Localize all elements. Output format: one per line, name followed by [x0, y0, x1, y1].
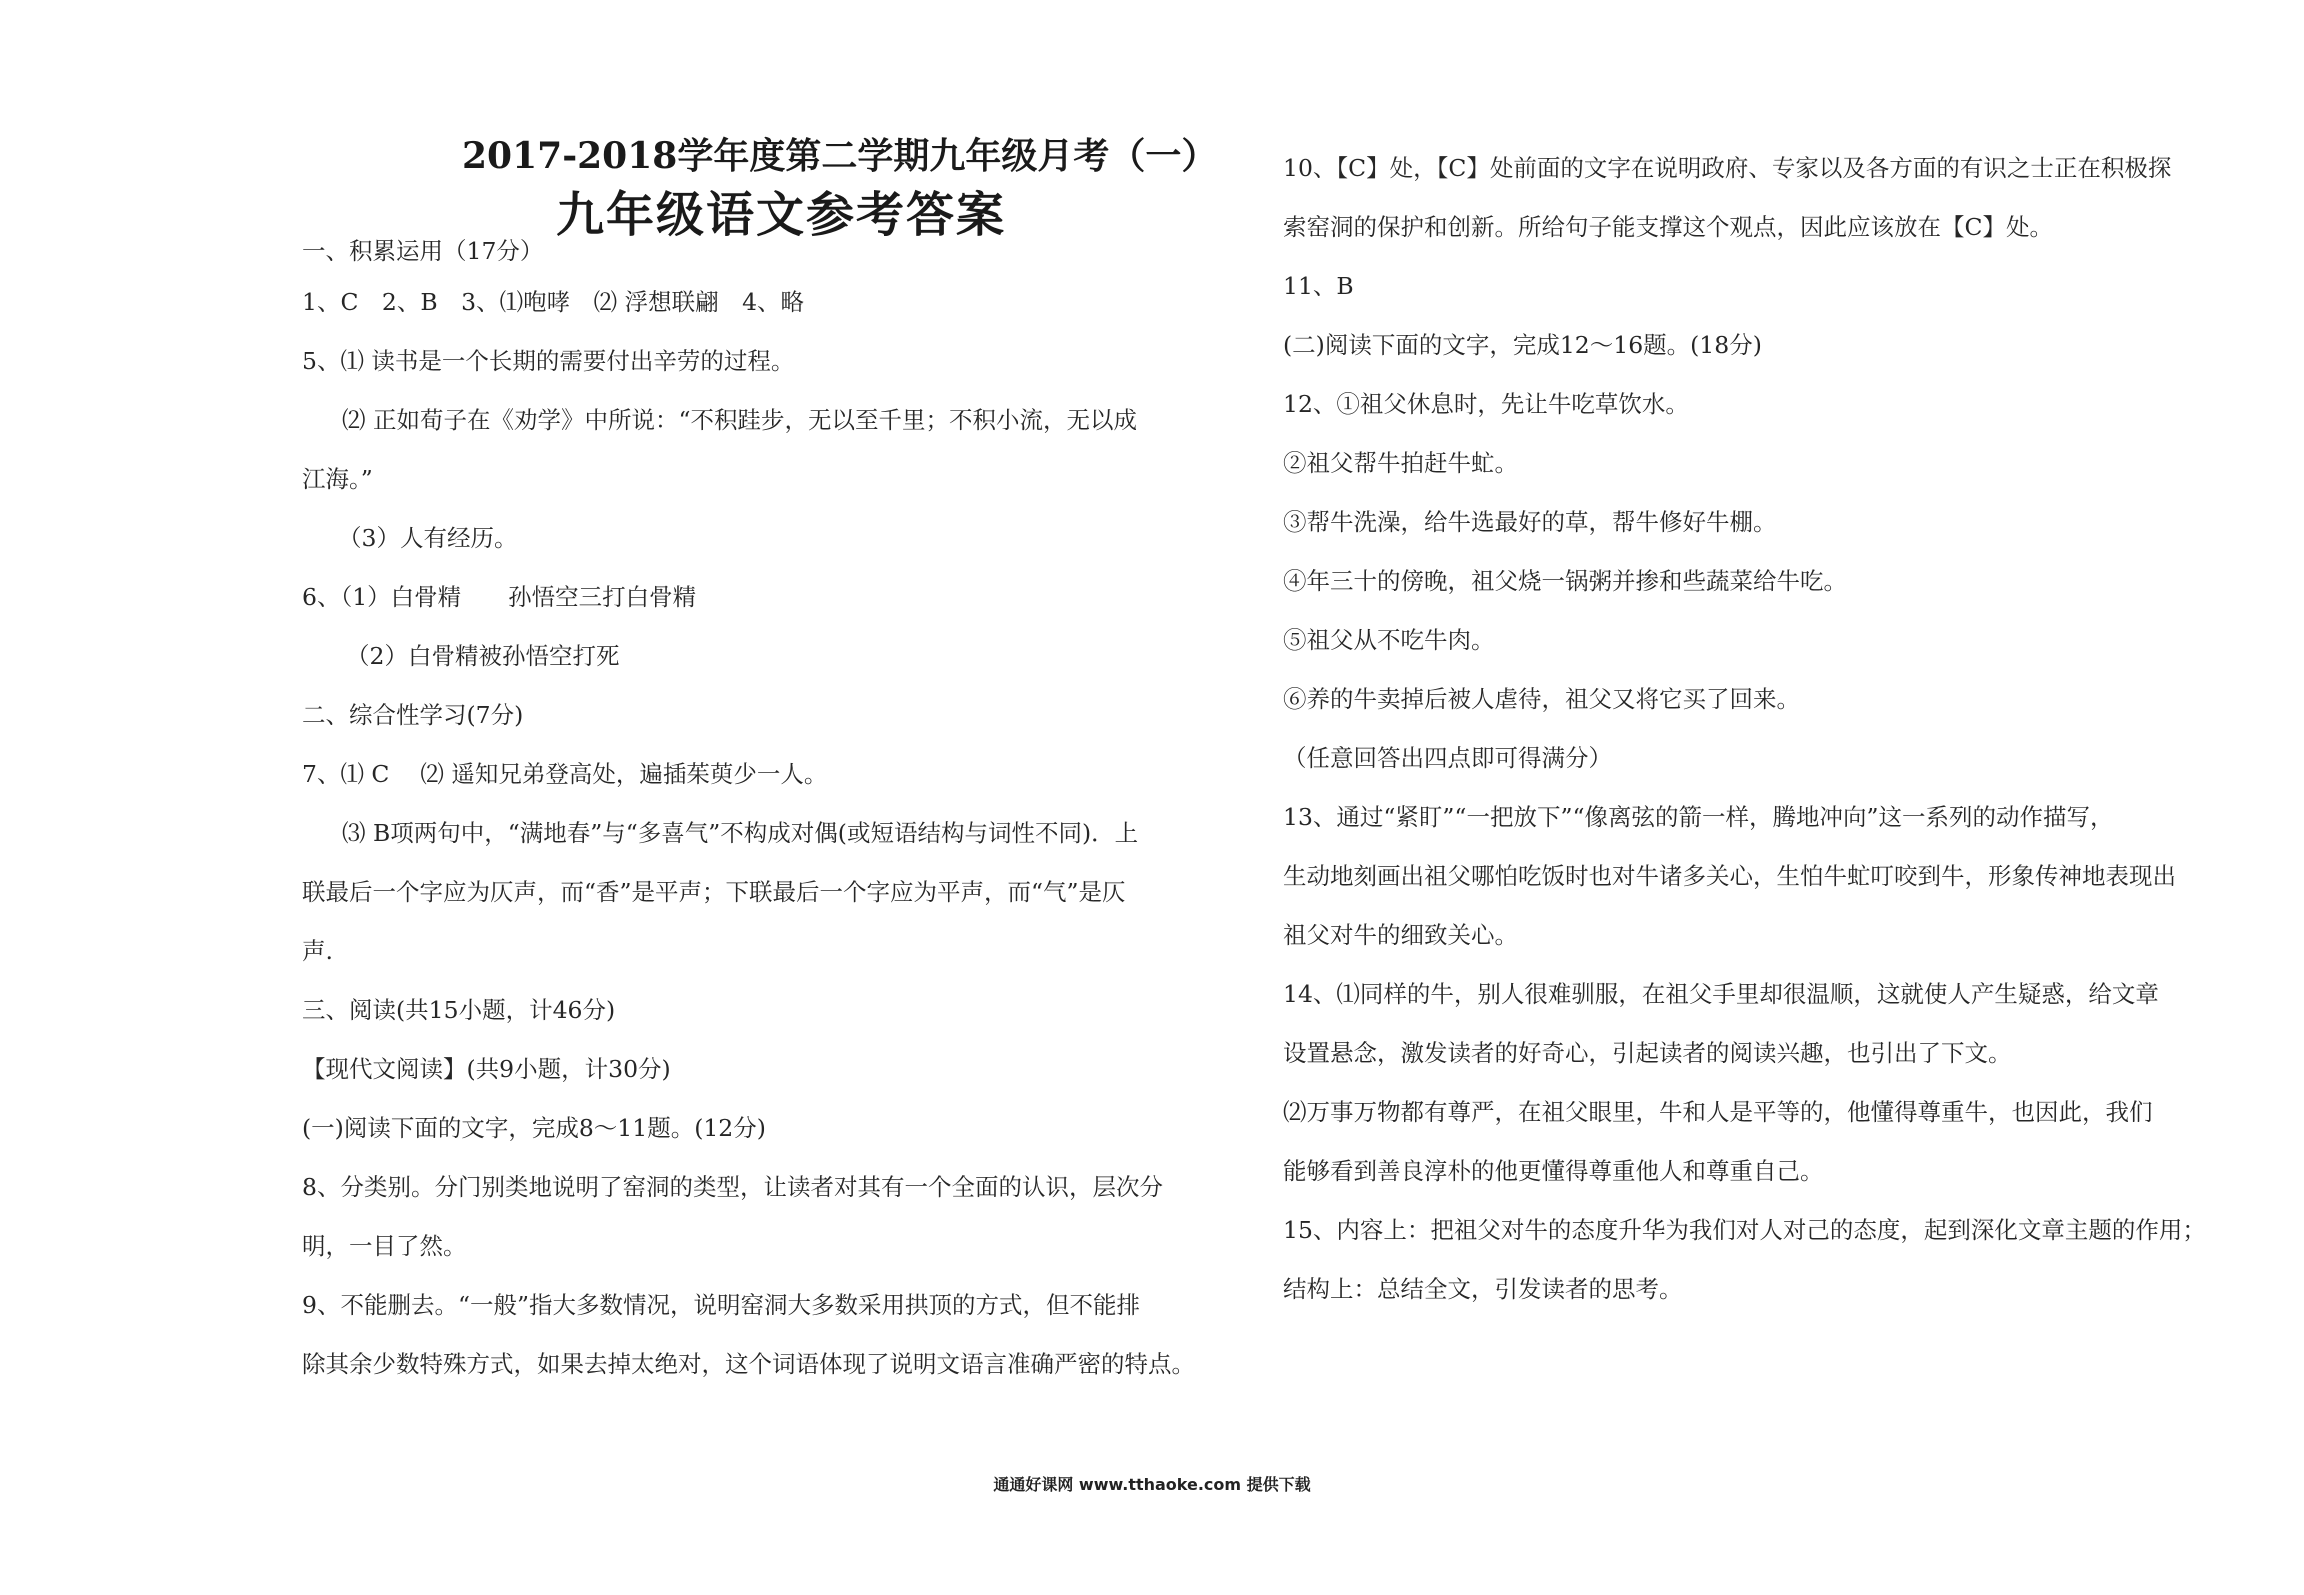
section-heading: 二、综合性学习(7分)	[302, 701, 524, 729]
text-line: ⑶ B项两句中，“满地春”与“多喜气”不构成对偶(或短语结构与词性不同)．上	[342, 819, 1139, 847]
text-line: ⑵万事万物都有尊严，在祖父眼里，牛和人是平等的，他懂得尊重牛，也因此，我们	[1283, 1098, 2153, 1126]
text-line: ②祖父帮牛拍赶牛虻。	[1283, 449, 1518, 477]
text-line: 11、B	[1283, 272, 1354, 300]
text-line: 8、分类别。分门别类地说明了窑洞的类型，让读者对其有一个全面的认识，层次分	[302, 1173, 1163, 1201]
text-line: ③帮牛洗澡，给牛选最好的草，帮牛修好牛棚。	[1283, 508, 1777, 536]
text-line: ⑤祖父从不吃牛肉。	[1283, 626, 1495, 654]
section-heading: (二)阅读下面的文字，完成12～16题。(18分)	[1283, 331, 1762, 359]
section-heading: 【现代文阅读】(共9小题，计30分)	[302, 1055, 671, 1083]
text-line: 6、（1）白骨精 孙悟空三打白骨精	[302, 583, 697, 611]
text-line: 10、【C】处，【C】处前面的文字在说明政府、专家以及各方面的有识之士正在积极探	[1283, 154, 2172, 182]
section-heading: (一)阅读下面的文字，完成8～11题。(12分)	[302, 1114, 766, 1142]
text-line: 12、①祖父休息时，先让牛吃草饮水。	[1283, 390, 1689, 418]
download-footer: 通通好课网 www.tthaoke.com 提供下载	[993, 1475, 1311, 1494]
text-line: 一、积累运用（17分）	[302, 237, 544, 265]
text-line: 9、不能删去。“一般”指大多数情况，说明窑洞大多数采用拱顶的方式，但不能排	[302, 1291, 1140, 1319]
text-line: （任意回答出四点即可得满分）	[1283, 744, 1612, 772]
text-line: 5、⑴ 读书是一个长期的需要付出辛劳的过程。	[302, 347, 795, 375]
text-line: 7、⑴ C ⑵ 遥知兄弟登高处，遍插茱萸少一人。	[302, 760, 828, 788]
text-line: ⑵ 正如荀子在《劝学》中所说：“不积跬步，无以至千里；不积小流，无以成	[342, 406, 1137, 434]
text-line: 1、C 2、B 3、⑴咆哮 ⑵ 浮想联翩 4、略	[302, 288, 805, 316]
text-line: （3）人有经历。	[338, 524, 518, 552]
text-line: 声.	[302, 937, 333, 965]
text-line: 设置悬念，激发读者的好奇心，引起读者的阅读兴趣，也引出了下文。	[1283, 1039, 2012, 1067]
text-line: （2）白骨精被孙悟空打死	[346, 642, 620, 670]
text-line: 江海。”	[302, 465, 373, 493]
text-line: 15、内容上：把祖父对牛的态度升华为我们对人对己的态度，起到深化文章主题的作用；	[1283, 1216, 2206, 1244]
text-line: 索窑洞的保护和创新。所给句子能支撑这个观点，因此应该放在【C】处。	[1283, 213, 2053, 241]
text-line: 14、⑴同样的牛，别人很难驯服，在祖父手里却很温顺，这就使人产生疑惑，给文章	[1283, 980, 2159, 1008]
exam-title: 2017-2018学年度第二学期九年级月考（一）	[462, 135, 1218, 177]
text-line: 联最后一个字应为仄声，而“香”是平声；下联最后一个字应为平声，而“气”是仄	[302, 878, 1126, 906]
text-line: 除其余少数特殊方式，如果去掉太绝对，这个词语体现了说明文语言准确严密的特点。	[302, 1350, 1195, 1378]
section-heading: 三、阅读(共15小题，计46分)	[302, 996, 616, 1024]
text-line: 生动地刻画出祖父哪怕吃饭时也对牛诸多关心，生怕牛虻叮咬到牛，形象传神地表现出	[1283, 862, 2176, 890]
text-line: 能够看到善良淳朴的他更懂得尊重他人和尊重自己。	[1283, 1157, 1824, 1185]
text-line: ④年三十的傍晚，祖父烧一锅粥并掺和些蔬菜给牛吃。	[1283, 567, 1847, 595]
text-line: 祖父对牛的细致关心。	[1283, 921, 1518, 949]
text-line: 结构上：总结全文，引发读者的思考。	[1283, 1275, 1683, 1303]
text-line: 13、通过“紧盯”“一把放下”“像离弦的箭一样，腾地冲向”这一系列的动作描写，	[1283, 803, 2114, 831]
text-line: 明，一目了然。	[302, 1232, 467, 1260]
text-line: ⑥养的牛卖掉后被人虐待，祖父又将它买了回来。	[1283, 685, 1800, 713]
answer-key-title: 九年级语文参考答案	[556, 187, 1007, 243]
